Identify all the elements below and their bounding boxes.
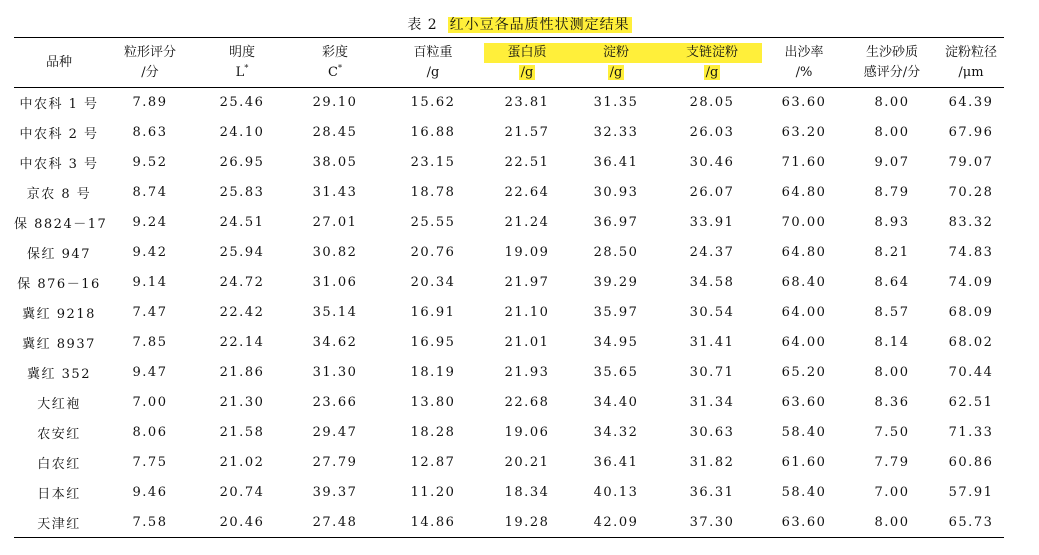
value-cell: 25.94 xyxy=(219,245,265,260)
value-cell: 26.03 xyxy=(689,125,735,140)
column-header xyxy=(484,38,570,88)
value-cell: 12.87 xyxy=(410,455,456,470)
column-header-label: 蛋白质 xyxy=(484,43,570,63)
table-header-row xyxy=(14,38,1004,88)
variety-name-cell: 天津红 xyxy=(14,508,104,538)
value-cell: 30.71 xyxy=(689,365,735,380)
value-cell: 8.14 xyxy=(874,335,910,350)
value-cell: 21.58 xyxy=(219,425,265,440)
value-cell: 30.46 xyxy=(689,155,735,170)
table-row xyxy=(14,88,1004,118)
value-cell: 21.30 xyxy=(219,395,265,410)
table-body xyxy=(14,88,1004,538)
value-cell: 8.36 xyxy=(874,395,910,410)
value-cell: 36.31 xyxy=(689,485,735,500)
variety-name-cell: 中农科 1 号 xyxy=(19,97,99,113)
value-cell: 42.09 xyxy=(570,508,662,538)
value-cell: 31.34 xyxy=(689,395,735,410)
value-cell: 34.62 xyxy=(312,335,358,350)
value-cell: 37.30 xyxy=(662,508,762,538)
value-cell: 20.76 xyxy=(410,245,456,260)
value-cell: 64.00 xyxy=(781,305,827,320)
column-header xyxy=(846,38,938,88)
value-cell: 21.01 xyxy=(504,335,550,350)
value-cell: 63.60 xyxy=(762,508,846,538)
column-header-label: 支链淀粉 xyxy=(662,43,762,63)
value-cell: 31.43 xyxy=(312,185,358,200)
value-cell: 21.02 xyxy=(219,455,265,470)
value-cell: 28.05 xyxy=(689,95,735,111)
value-cell: 9.42 xyxy=(132,245,168,260)
table-row xyxy=(14,208,1004,238)
value-cell: 39.29 xyxy=(593,275,639,290)
value-cell: 36.97 xyxy=(593,215,639,230)
value-cell: 8.57 xyxy=(874,305,910,320)
value-cell: 24.10 xyxy=(219,125,265,140)
table-row xyxy=(14,418,1004,448)
value-cell: 40.13 xyxy=(593,485,639,500)
table-row xyxy=(14,358,1004,388)
value-cell: 23.66 xyxy=(312,395,358,410)
column-header-unit: /μm xyxy=(958,64,984,80)
value-cell: 58.40 xyxy=(781,485,827,500)
value-cell: 31.06 xyxy=(312,275,358,290)
value-cell: 25.55 xyxy=(410,215,456,230)
value-cell: 58.40 xyxy=(781,425,827,440)
value-cell: 21.10 xyxy=(504,305,550,320)
value-cell: 23.15 xyxy=(410,155,456,170)
table-number: 表 2 xyxy=(407,17,438,33)
value-cell: 26.07 xyxy=(689,185,735,200)
table-row xyxy=(14,268,1004,298)
value-cell: 30.63 xyxy=(689,425,735,440)
variety-name-cell: 冀红 9218 xyxy=(22,307,96,322)
value-cell: 18.34 xyxy=(504,485,550,500)
column-header xyxy=(14,38,104,88)
value-cell: 11.20 xyxy=(410,485,456,500)
value-cell: 8.06 xyxy=(132,425,168,440)
value-cell: 38.05 xyxy=(312,155,358,170)
value-cell: 8.00 xyxy=(846,508,938,538)
value-cell: 36.41 xyxy=(593,455,639,470)
value-cell: 7.89 xyxy=(132,95,168,111)
value-cell: 70.00 xyxy=(781,215,827,230)
value-cell: 16.95 xyxy=(410,335,456,350)
value-cell: 35.14 xyxy=(312,305,358,320)
column-header-superscript: * xyxy=(244,63,249,73)
value-cell: 61.60 xyxy=(781,455,827,470)
value-cell: 63.20 xyxy=(781,125,827,140)
variety-name-cell: 中农科 2 号 xyxy=(19,127,99,142)
column-header-label: 明度 xyxy=(228,44,255,60)
value-cell: 22.51 xyxy=(504,155,550,170)
column-header-label: 淀粉粒径 xyxy=(944,44,997,60)
table-row xyxy=(14,448,1004,478)
column-header xyxy=(938,38,1004,88)
value-cell: 64.39 xyxy=(948,95,994,111)
value-cell: 28.45 xyxy=(312,125,358,140)
variety-name-cell: 农安红 xyxy=(37,427,81,442)
value-cell: 31.35 xyxy=(593,95,639,111)
value-cell: 65.20 xyxy=(781,365,827,380)
column-header-label: 粒形评分 xyxy=(123,44,176,60)
value-cell: 22.68 xyxy=(504,395,550,410)
value-cell: 34.32 xyxy=(593,425,639,440)
value-cell: 18.19 xyxy=(410,365,456,380)
table-row xyxy=(14,478,1004,508)
value-cell: 19.28 xyxy=(484,508,570,538)
column-header-label: 彩度 xyxy=(321,44,348,60)
value-cell: 31.41 xyxy=(689,335,735,350)
value-cell: 22.14 xyxy=(219,335,265,350)
value-cell: 25.83 xyxy=(219,185,265,200)
value-cell: 27.01 xyxy=(312,215,358,230)
column-header-unit: /g xyxy=(705,64,719,80)
column-header-unit: /g xyxy=(520,64,534,80)
value-cell: 64.80 xyxy=(781,185,827,200)
value-cell: 24.72 xyxy=(219,275,265,290)
value-cell: 35.97 xyxy=(593,305,639,320)
value-cell: 7.58 xyxy=(104,508,196,538)
value-cell: 7.47 xyxy=(132,305,168,320)
column-header-unit: /g xyxy=(609,64,623,80)
value-cell: 8.79 xyxy=(874,185,910,200)
value-cell: 7.00 xyxy=(132,395,168,410)
value-cell: 20.34 xyxy=(410,275,456,290)
value-cell: 18.28 xyxy=(410,425,456,440)
value-cell: 68.09 xyxy=(948,305,994,320)
value-cell: 8.00 xyxy=(874,95,910,111)
value-cell: 34.58 xyxy=(689,275,735,290)
value-cell: 74.83 xyxy=(948,245,994,260)
value-cell: 79.07 xyxy=(948,155,994,170)
value-cell: 8.21 xyxy=(874,245,910,260)
value-cell: 20.21 xyxy=(504,455,550,470)
value-cell: 7.79 xyxy=(874,455,910,470)
value-cell: 70.28 xyxy=(948,185,994,200)
value-cell: 39.37 xyxy=(312,485,358,500)
table-row xyxy=(14,148,1004,178)
value-cell: 16.91 xyxy=(410,305,456,320)
column-header xyxy=(762,38,846,88)
value-cell: 8.74 xyxy=(132,185,168,200)
value-cell: 68.02 xyxy=(948,335,994,350)
column-header-label: 淀粉 xyxy=(570,43,662,63)
value-cell: 8.00 xyxy=(874,125,910,140)
value-cell: 18.78 xyxy=(410,185,456,200)
column-header xyxy=(196,38,288,88)
value-cell: 25.46 xyxy=(219,95,265,111)
value-cell: 20.74 xyxy=(219,485,265,500)
column-header-unit: /分 xyxy=(141,64,159,80)
value-cell: 28.50 xyxy=(593,245,639,260)
value-cell: 30.82 xyxy=(312,245,358,260)
value-cell: 21.86 xyxy=(219,365,265,380)
value-cell: 9.07 xyxy=(874,155,910,170)
value-cell: 9.52 xyxy=(132,155,168,170)
value-cell: 22.42 xyxy=(219,305,265,320)
value-cell: 16.88 xyxy=(410,125,456,140)
value-cell: 67.96 xyxy=(948,125,994,140)
value-cell: 62.51 xyxy=(948,395,994,410)
value-cell: 63.60 xyxy=(781,395,827,410)
value-cell: 30.54 xyxy=(689,305,735,320)
value-cell: 34.95 xyxy=(593,335,639,350)
variety-name-cell: 冀红 8937 xyxy=(22,337,96,352)
value-cell: 8.64 xyxy=(874,275,910,290)
value-cell: 19.09 xyxy=(504,245,550,260)
value-cell: 27.79 xyxy=(312,455,358,470)
table-row xyxy=(14,298,1004,328)
value-cell: 31.82 xyxy=(689,455,735,470)
value-cell: 9.14 xyxy=(132,275,168,290)
quality-traits-table xyxy=(14,37,1004,538)
value-cell: 64.00 xyxy=(781,335,827,350)
value-cell: 68.40 xyxy=(781,275,827,290)
column-header-label: 品种 xyxy=(45,54,72,70)
value-cell: 21.24 xyxy=(504,215,550,230)
variety-name-cell: 保红 947 xyxy=(27,247,91,262)
value-cell: 7.50 xyxy=(874,425,910,440)
value-cell: 30.93 xyxy=(593,185,639,200)
value-cell: 15.62 xyxy=(410,95,456,111)
table-row xyxy=(14,238,1004,268)
value-cell: 7.00 xyxy=(874,485,910,500)
value-cell: 9.24 xyxy=(132,215,168,230)
value-cell: 35.65 xyxy=(593,365,639,380)
column-header xyxy=(104,38,196,88)
value-cell: 24.51 xyxy=(219,215,265,230)
value-cell: 63.60 xyxy=(781,95,827,111)
column-header-unit: /g xyxy=(426,64,440,80)
column-header xyxy=(382,38,484,88)
value-cell: 21.97 xyxy=(504,275,550,290)
value-cell: 31.30 xyxy=(312,365,358,380)
column-header-label: 出沙率 xyxy=(784,44,824,60)
variety-name-cell: 保 876－16 xyxy=(17,277,101,292)
value-cell: 23.81 xyxy=(504,95,550,111)
variety-name-cell: 中农科 3 号 xyxy=(19,157,99,172)
value-cell: 26.95 xyxy=(219,155,265,170)
table-row xyxy=(14,328,1004,358)
value-cell: 27.48 xyxy=(288,508,382,538)
table-title: 红小豆各品质性状测定结果 xyxy=(449,17,630,33)
value-cell: 9.47 xyxy=(132,365,168,380)
value-cell: 60.86 xyxy=(948,455,994,470)
value-cell: 19.06 xyxy=(504,425,550,440)
value-cell: 22.64 xyxy=(504,185,550,200)
column-header-label: 百粒重 xyxy=(413,44,453,60)
value-cell: 29.10 xyxy=(312,95,358,111)
value-cell: 57.91 xyxy=(948,485,994,500)
table-row xyxy=(14,178,1004,208)
column-header xyxy=(288,38,382,88)
value-cell: 24.37 xyxy=(689,245,735,260)
column-header-unit: /% xyxy=(795,64,813,80)
column-header xyxy=(570,38,662,88)
value-cell: 14.86 xyxy=(382,508,484,538)
value-cell: 36.41 xyxy=(593,155,639,170)
column-header-unit: L xyxy=(235,64,245,80)
value-cell: 21.57 xyxy=(504,125,550,140)
value-cell: 8.00 xyxy=(874,365,910,380)
value-cell: 65.73 xyxy=(938,508,1004,538)
variety-name-cell: 白农红 xyxy=(37,457,81,472)
value-cell: 83.32 xyxy=(948,215,994,230)
column-header-unit: 感评分/分 xyxy=(863,64,921,80)
value-cell: 64.80 xyxy=(781,245,827,260)
value-cell: 70.44 xyxy=(948,365,994,380)
table-caption xyxy=(0,14,1039,34)
value-cell: 7.85 xyxy=(132,335,168,350)
value-cell: 21.93 xyxy=(504,365,550,380)
value-cell: 32.33 xyxy=(593,125,639,140)
value-cell: 33.91 xyxy=(689,215,735,230)
variety-name-cell: 保 8824－17 xyxy=(14,217,108,232)
table-row xyxy=(14,118,1004,148)
column-header xyxy=(662,38,762,88)
value-cell: 74.09 xyxy=(948,275,994,290)
variety-name-cell: 京农 8 号 xyxy=(26,187,92,202)
variety-name-cell: 冀红 352 xyxy=(27,367,91,382)
variety-name-cell: 日本红 xyxy=(37,487,81,502)
value-cell: 20.46 xyxy=(196,508,288,538)
variety-name-cell: 大红袍 xyxy=(37,397,81,412)
column-header-label: 生沙砂质 xyxy=(865,44,918,60)
table-row xyxy=(14,388,1004,418)
value-cell: 8.63 xyxy=(132,125,168,140)
value-cell: 34.40 xyxy=(593,395,639,410)
value-cell: 71.60 xyxy=(781,155,827,170)
table-row xyxy=(14,508,1004,538)
value-cell: 8.93 xyxy=(874,215,910,230)
column-header-superscript: * xyxy=(337,63,342,73)
value-cell: 13.80 xyxy=(410,395,456,410)
value-cell: 7.75 xyxy=(132,455,168,470)
value-cell: 29.47 xyxy=(312,425,358,440)
value-cell: 71.33 xyxy=(948,425,994,440)
value-cell: 9.46 xyxy=(132,485,168,500)
column-header-unit: C xyxy=(328,64,338,80)
